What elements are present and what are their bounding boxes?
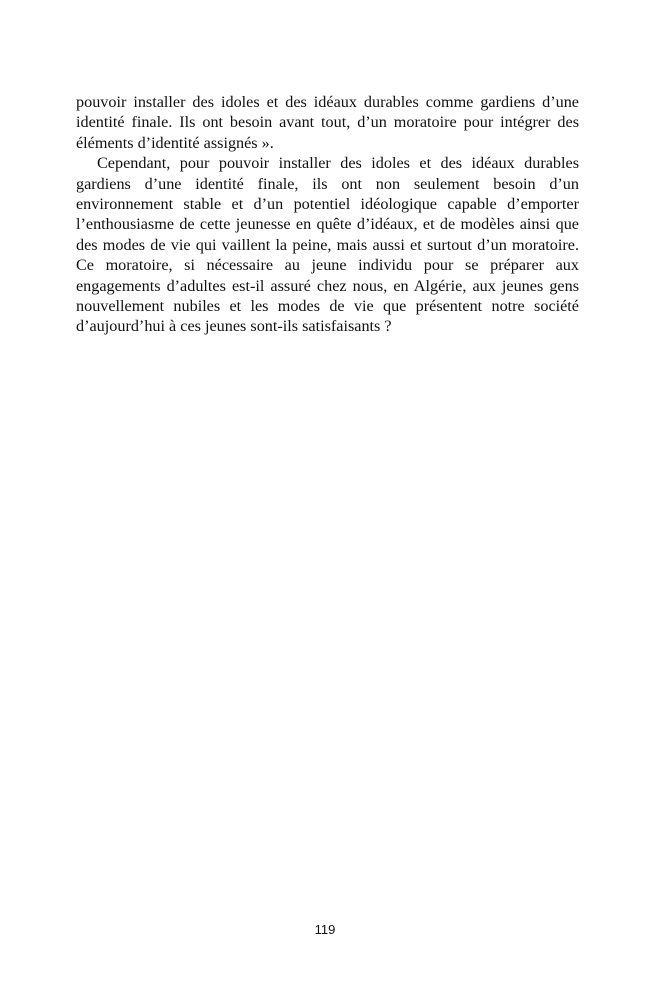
page-number: 119: [314, 922, 336, 937]
body-text: [76, 92, 579, 337]
paragraph-continuation: pouvoir installer des idoles et des idéaux durables comme gardiens d’une identité finale. Ils ont besoin avant tout, d’un moratoire pour intégrer des éléments d’identité assignés ».: [76, 93, 579, 152]
paragraph-cependant: Cependant, pour pouvoir installer des idoles et des idéaux durables gardiens d’une identité finale, ils ont non seulement besoin d’un environnement stable et d’un potentiel idéologique capable d’emporter l’enthousiasme de cette jeunesse en quête d’idéaux, et de modèles ainsi que des modes de vie qui vaillent la peine, mais aussi et surtout d’un moratoire. Ce moratoire, si nécessaire au jeune individu pour se préparer aux engagements d’adultes est-il assuré chez nous, en Algérie, aux jeunes gens nouvellement nubiles et les modes de vie que présentent notre société d’aujourd’hui à ces jeunes sont-ils satisfaisants ?: [76, 154, 579, 336]
